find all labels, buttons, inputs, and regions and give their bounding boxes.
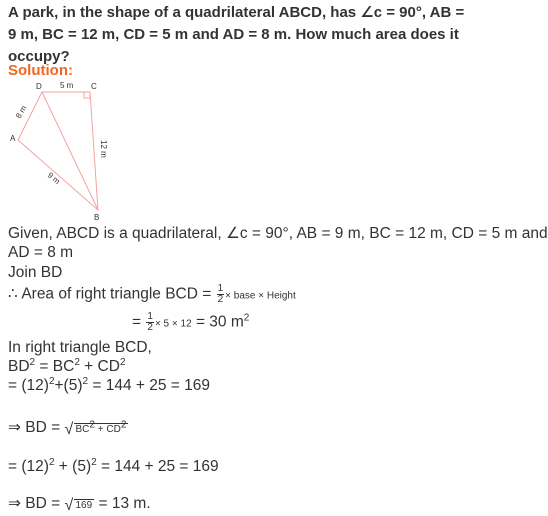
join-bd-line: Join BD — [8, 264, 63, 281]
area-formula-line — [8, 284, 296, 305]
vertex-d-label: D — [36, 82, 42, 91]
side-ad-label: 8 m — [13, 103, 29, 120]
half-fraction-2: $\frac{1}{2}$ — [147, 311, 153, 333]
given-line-2: AD = 8 m — [8, 244, 74, 261]
sqrt-169: √ 169 — [64, 497, 93, 514]
right-angle-marker — [84, 92, 90, 98]
diagonal-bd — [42, 92, 98, 210]
pythagoras-line: $BD^2 = BC^2 + CD^2$ — [8, 356, 126, 375]
right-triangle-line: In right triangle BCD, — [8, 339, 152, 356]
solution-label: Solution: — [8, 62, 73, 79]
calc-line-1: = $(12)^2+(5)^2 = 144 + 25 = 169$ — [8, 375, 211, 394]
vertex-c-label: C — [91, 82, 97, 91]
side-bc-label: 12 m — [99, 140, 108, 158]
side-ab-label: 9 m — [45, 170, 62, 187]
vertex-a-label: A — [10, 134, 16, 143]
bd-root-line: ⇒ BD = √ $BC^2 + CD^2$ — [8, 419, 127, 438]
question-text: A park, in the shape of a quadrilateral ABCD, has ∠c = 90°, AB = 9 m, BC = 12 m, CD = 5 m and AD = 8 m. How much area does it occupy? — [8, 4, 465, 65]
half-fraction: $\frac{1}{2}$ — [217, 283, 224, 305]
vertex-b-label: B — [94, 213, 100, 222]
area-calc-line: = $\frac{1}{2}$ × 5 × 12 = 30 $m^2$ — [132, 311, 250, 333]
area-prefix: ∴ Area of right triangle BCD = — [8, 285, 212, 303]
square-root-expression: √ $BC^2 + CD^2$ — [64, 419, 127, 438]
area-formula-suffix: × base × Height — [225, 290, 296, 302]
quadrilateral-figure — [0, 78, 140, 223]
calc-line-2: = $(12)^2 + (5)^2 = 144 + 25 = 169$ — [8, 456, 219, 475]
final-answer-line: ⇒ BD = √ 169 = 13 m. — [8, 495, 151, 514]
given-line-1: Given, ABCD is a quadrilateral, ∠c = 90°, AB = 9 m, BC = 12 m, CD = 5 m and — [8, 225, 548, 242]
area-calc-values: × 5 × 12 — [154, 318, 192, 330]
side-dc-label: 5 m — [60, 81, 74, 90]
quadrilateral-outline — [18, 92, 98, 210]
area-result: = 30 m — [195, 313, 244, 331]
